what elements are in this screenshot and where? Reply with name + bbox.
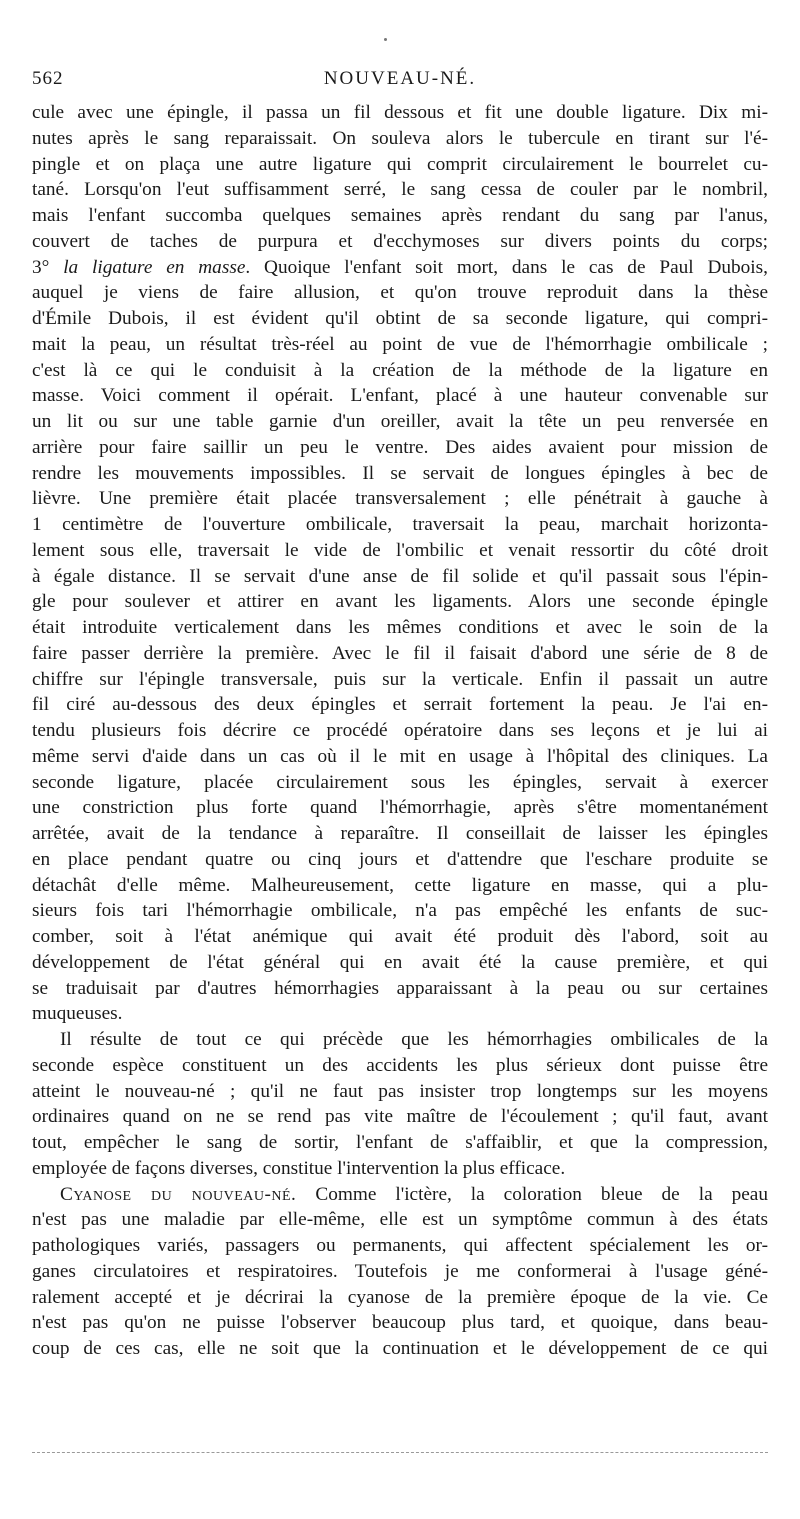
text-line: coup de ces cas, elle ne soit que la continuation et le développement de ce qui — [32, 1338, 768, 1359]
text-line: pingle et on plaça une autre ligature qui comprit circulairement le bourrelet cu- — [32, 153, 768, 175]
text-line: faire passer derrière la première. Avec le fil il faisait d'abord une série de 8 de — [32, 642, 768, 664]
text-line: arrêtée, avait de la tendance à reparaître. Il conseillait de laisser les épingles — [32, 823, 768, 844]
text-line: d'Émile Dubois, il est évident qu'il obtint de sa seconde ligature, qui compri- — [32, 308, 768, 329]
text-line: cule avec une épingle, il passa un fil dessous et fit une double ligature. Dix mi- — [32, 102, 768, 123]
text-line: chiffre sur l'épingle transversale, puis sur la verticale. Enfin il passait un autre — [32, 668, 768, 690]
text-line: pathologiques variés, passagers ou permanents, qui affectent spécialement les or- — [32, 1235, 768, 1256]
text-line: était introduite verticalement dans les mêmes conditions et avec le soin de la — [32, 617, 768, 638]
text-line: mais l'enfant succomba quelques semaines après rendant du sang par l'anus, — [32, 205, 768, 226]
text-line: se traduisait par d'autres hémorrhagies apparaissant à la peau ou sur certaines — [32, 977, 768, 999]
text-line: auquel je viens de faire allusion, et qu'on trouve reproduit dans la thèse — [32, 282, 768, 304]
text-line: une constriction plus forte quand l'hémorrhagie, après s'être momentanément — [32, 797, 768, 819]
text-line: ordinaires quand on ne se rend pas vite maître de l'écoulement ; qu'il faut, avant — [32, 1106, 768, 1128]
text-line: 1 centimètre de l'ouverture ombilicale, traversait la peau, marchait horizonta- — [32, 514, 768, 535]
text-line: ralement accepté et je décrirai la cyanose de la première époque de la vie. Ce — [32, 1286, 768, 1308]
bottom-rule — [32, 1452, 768, 1453]
page-number: 562 — [32, 68, 64, 89]
text-line: développement de l'état général qui en avait été la cause première, et qui — [32, 951, 768, 973]
text-line: lièvre. Une première était placée transversalement ; elle pénétrait à gauche à — [32, 488, 768, 510]
text-line: seconde ligature, placée circulairement sous les épingles, servait à exercer — [32, 771, 768, 793]
text-line: seconde espèce constituent un des accidents les plus sérieux dont puisse être — [32, 1054, 768, 1076]
text-line: c'est là ce qui le conduisit à la création de la méthode de la ligature en — [32, 359, 768, 381]
body-text — [32, 100, 768, 1362]
text-line: tané. Lorsqu'on l'eut suffisamment serré, le sang cessa de couler par le nombril, — [32, 179, 768, 201]
text-line: en place pendant quatre ou cinq jours et d'attendre que l'eschare produite se — [32, 848, 768, 870]
text-line: lement sous elle, traversait le vide de l'ombilic et venait ressortir du côté droit — [32, 539, 768, 561]
section-heading: Cyanose du nouveau-né. — [60, 1183, 297, 1205]
text-line: atteint le nouveau-né ; qu'il ne faut pas insister trop longtemps sur les moyens — [32, 1080, 768, 1102]
text-line: rendre les mouvements impossibles. Il se servait de longues épingles à bec de — [32, 462, 768, 484]
text-line: n'est pas qu'on ne puisse l'observer beaucoup plus tard, et quoique, dans beau- — [32, 1312, 768, 1334]
text-line: sieurs fois tari l'hémorrhagie ombilicale, n'a pas empêché les enfants de suc- — [32, 900, 768, 922]
text-line: mait la peau, un résultat très-réel au point de vue de l'hémorrhagie ombilicale ; — [32, 333, 768, 355]
text-line: arrière pour faire saillir un peu le ventre. Des aides avaient pour mission de — [32, 436, 768, 458]
page-mark — [384, 38, 387, 41]
text-line: à égale distance. Il se servait d'une anse de fil solide et qu'il passait sous l'épin- — [32, 565, 768, 587]
text-line: détachât d'elle même. Malheureusement, cette ligature en masse, qui a plu- — [32, 874, 768, 896]
text-line: Il résulte de tout ce qui précède que les hémorrhagies ombilicales de la — [60, 1029, 768, 1050]
text-line: même servi d'aide dans un cas où il le mit en usage à l'hôpital des cliniques. La — [32, 745, 768, 767]
text-line: Cyanose du nouveau-né. Comme l'ictère, la coloration bleue de la peau — [60, 1183, 768, 1205]
text-line: gle pour soulever et attirer en avant les ligaments. Alors une seconde épingle — [32, 591, 768, 613]
running-title: NOUVEAU-NÉ. — [323, 68, 477, 89]
text-line: muqueuses. — [32, 1003, 123, 1025]
text-line: tout, empêcher le sang de sortir, l'enfant de s'affaiblir, et que la compression, — [32, 1132, 768, 1153]
text-line: couvert de taches de purpura et d'ecchymoses sur divers points du corps; — [32, 230, 768, 252]
document-page — [32, 0, 768, 1519]
text-line: nutes après le sang reparaissait. On souleva alors le tubercule en tirant sur l'é- — [32, 127, 768, 149]
page-header — [32, 68, 768, 92]
text-line: comber, soit à l'état anémique qui avait été produit dès l'abord, soit au — [32, 926, 768, 947]
text-line: ganes circulatoires et respiratoires. Toutefois je me conformerai à l'usage géné- — [32, 1260, 768, 1282]
text-line: fil ciré au-dessous des deux épingles et serrait fortement la peau. Je l'ai en- — [32, 694, 768, 716]
text-line: 3° la ligature en masse. Quoique l'enfant soit mort, dans le cas de Paul Dubois, — [32, 256, 768, 278]
text-line: tendu plusieurs fois décrire ce procédé opératoire dans ses leçons et je lui ai — [32, 720, 768, 741]
text-line: n'est pas une maladie par elle-même, elle est un symptôme commun à des états — [32, 1209, 768, 1231]
italic-phrase: la ligature en masse — [63, 256, 246, 278]
text-line: un lit ou sur une table garnie d'un oreiller, avait la tête un peu renversée en — [32, 411, 768, 432]
text-line: masse. Voici comment il opérait. L'enfant, placé à une hauteur convenable sur — [32, 385, 768, 407]
text-line: employée de façons diverses, constitue l'intervention la plus efficace. — [32, 1157, 566, 1179]
